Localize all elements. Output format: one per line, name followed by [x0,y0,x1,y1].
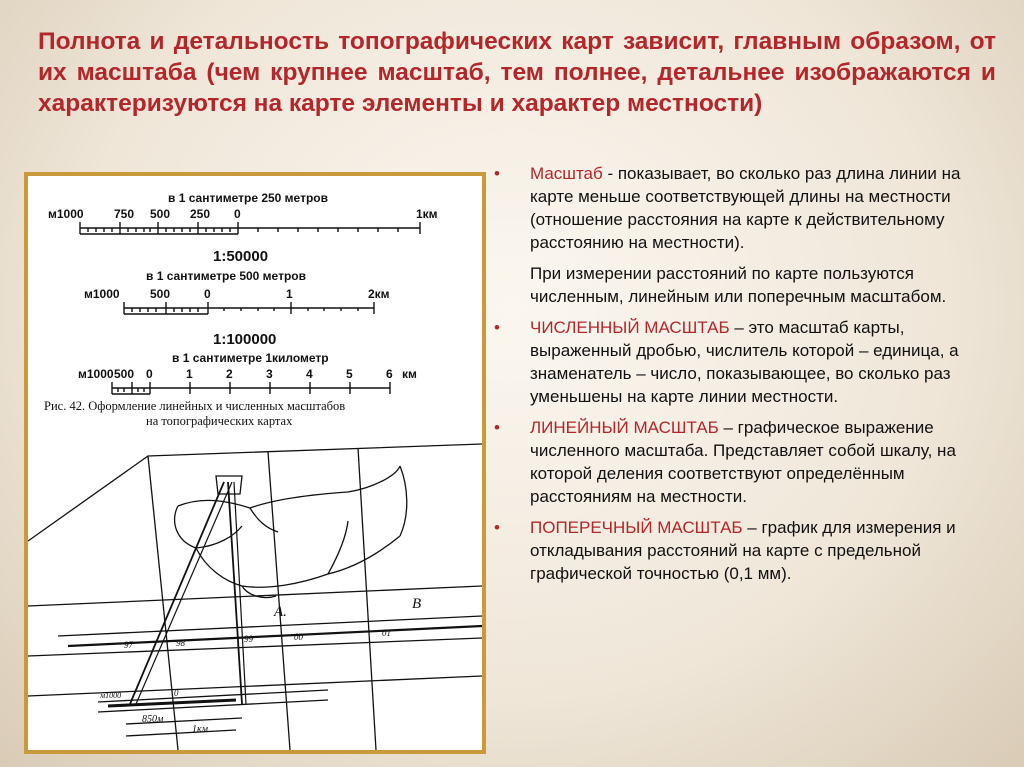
scale-illustration-svg [28,176,482,750]
list-item [492,416,1008,508]
scale2-ratio: 1:100000 [213,331,277,348]
term-definition: – это масштаб карты, выраженный дробью, числитель которой – единица, а знаменатель – число, показывающее, во сколько раз уменьшены на карте линии местности. [530,318,959,406]
scale2-tick-label: 2км [368,287,390,301]
grid-number: 00 [294,632,303,642]
definition-list [492,162,1008,593]
scale1-tick-label: м1000 [48,207,84,221]
map-point-b-label: В [412,596,422,612]
grid-number: 99 [244,634,253,644]
scale3-tick-label: 0 [146,367,153,381]
scale3-tick-label: 4 [306,367,313,381]
term-definition: – график для измерения и откладывания расстояний на карте с предельной графической точностью (0,1 мм). [530,518,956,583]
scale3-tick-label: км [402,367,417,381]
list-item [492,516,1008,585]
measurement-note: При измерении расстояний по карте пользуются численным, линейным или поперечным масштабом. [530,264,947,306]
ruler-km-label: 1км [192,724,209,735]
grid-number: 97 [124,640,133,650]
scale3-bar [112,382,390,394]
scale1-bar [80,222,420,234]
bullet-icon: • [494,418,500,437]
term-label: ЧИСЛЕННЫЙ МАСШТАБ [530,318,730,337]
bullet-icon: • [494,518,500,537]
scale1-tick-label: 250 [190,207,211,221]
term-label: ЛИНЕЙНЫЙ МАСШТАБ [530,418,719,437]
term-label: ПОПЕРЕЧНЫЙ МАСШТАБ [530,518,743,537]
scale2-tick-label: 0 [204,287,211,301]
scale1-ratio: 1:50000 [213,248,269,265]
list-item [492,316,1008,408]
scale3-tick-label: 3 [266,367,273,381]
list-item [492,162,1008,254]
grid-number: 01 [382,628,391,638]
scale3-caption: в 1 сантиметре 1километр [172,351,329,365]
bullet-icon: • [494,318,500,337]
map-point-a-label: А. [274,604,287,620]
ruler-zero-label: 0 [174,688,179,698]
scale2-tick-label: 1 [286,287,293,301]
term-definition: – графическое выражение численного масштаба. Представляет собой шкалу, на которой деления соответствуют определённым расстояниям на местности. [530,418,956,506]
figure-caption-line1: Рис. 42. Оформление линейных и численных масштабов [44,399,346,413]
scale2-tick-label: 500 [150,287,171,301]
slide-title: Полнота и детальность топографических карт зависит, главным образом, от их масштаба (чем крупнее масштаб, тем полнее, детальнее изображаются и характеризуются на карте элементы и характер местности) [38,28,996,117]
scale-illustration [24,172,486,754]
scale2-caption: в 1 сантиметре 500 метров [146,269,306,283]
scale3-tick-label: м1000 [78,367,114,381]
term-label: Масштаб [530,164,603,183]
scale2-bar [124,302,374,314]
scale2-tick-label: м1000 [84,287,120,301]
scale3-tick-label: 1 [186,367,193,381]
scale3-tick-label: 500 [114,367,135,381]
ruler-left-label: м1000 [100,691,122,700]
scale1-caption: в 1 сантиметре 250 метров [168,191,328,205]
scale3-tick-label: 5 [346,367,353,381]
ruler-distance-label: 850м [142,714,164,725]
list-item [492,262,1008,308]
grid-number: 98 [176,638,185,648]
scale1-tick-label: 500 [150,207,171,221]
scale1-tick-label: 0 [234,207,241,221]
scale3-tick-label: 6 [386,367,393,381]
scale1-tick-label: 750 [114,207,135,221]
scale1-tick-label: 1км [416,207,438,221]
bullet-icon: • [494,164,500,183]
scale3-tick-label: 2 [226,367,233,381]
term-definition: - показывает, во сколько раз длина линии на карте меньше соответствующей длины на местности (отношение расстояния на карте к действительному расстоянию на местности). [530,164,961,252]
figure-caption-line2: на топографических картах [146,414,293,428]
